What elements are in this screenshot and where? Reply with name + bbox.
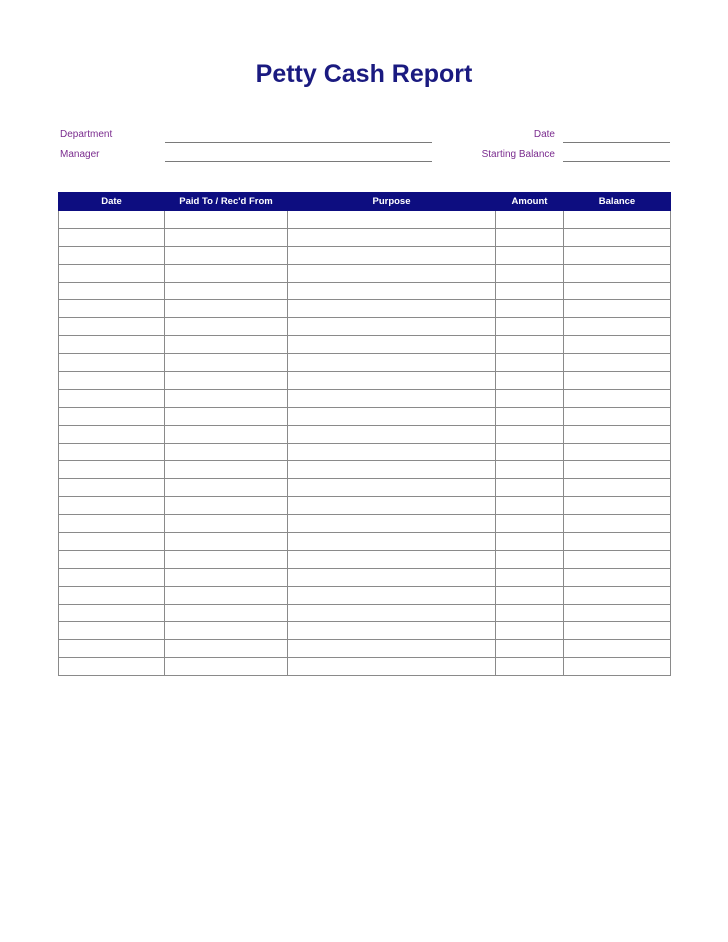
- purpose-cell[interactable]: [288, 354, 496, 372]
- date-label: Date: [533, 129, 555, 140]
- date-cell[interactable]: [59, 658, 165, 676]
- petty-cash-table: [58, 192, 671, 676]
- purpose-cell[interactable]: [288, 550, 496, 568]
- table-row: [59, 640, 671, 658]
- balance-cell[interactable]: [564, 300, 671, 318]
- amount-cell[interactable]: [496, 515, 564, 533]
- amount-cell[interactable]: [496, 300, 564, 318]
- table-row: [59, 389, 671, 407]
- date-cell[interactable]: [59, 318, 165, 336]
- table-row: [59, 479, 671, 497]
- paid-to-cell[interactable]: [165, 372, 288, 390]
- amount-cell[interactable]: [496, 604, 564, 622]
- amount-cell[interactable]: [496, 211, 564, 229]
- table-row: [59, 622, 671, 640]
- table-row: [59, 264, 671, 282]
- balance-cell[interactable]: [564, 461, 671, 479]
- amount-cell[interactable]: [496, 389, 564, 407]
- amount-cell[interactable]: [496, 550, 564, 568]
- amount-cell[interactable]: [496, 407, 564, 425]
- paid-to-cell[interactable]: [165, 228, 288, 246]
- table-row: [59, 372, 671, 390]
- purpose-cell[interactable]: [288, 211, 496, 229]
- date-cell[interactable]: [59, 407, 165, 425]
- paid-to-cell[interactable]: [165, 282, 288, 300]
- date-cell[interactable]: [59, 461, 165, 479]
- table-row: [59, 354, 671, 372]
- table-row: [59, 550, 671, 568]
- balance-cell[interactable]: [564, 264, 671, 282]
- paid-to-cell[interactable]: [165, 497, 288, 515]
- paid-to-cell[interactable]: [165, 550, 288, 568]
- starting-balance-label: Starting Balance: [481, 149, 555, 160]
- manager-field[interactable]: [165, 161, 432, 162]
- balance-cell[interactable]: [564, 372, 671, 390]
- amount-cell[interactable]: [496, 622, 564, 640]
- paid-to-cell[interactable]: [165, 389, 288, 407]
- balance-cell[interactable]: [564, 604, 671, 622]
- paid-to-cell[interactable]: [165, 604, 288, 622]
- date-cell[interactable]: [59, 479, 165, 497]
- purpose-cell[interactable]: [288, 282, 496, 300]
- column-header-paid-to: Paid To / Rec'd From: [165, 193, 288, 211]
- purpose-cell[interactable]: [288, 264, 496, 282]
- date-cell[interactable]: [59, 264, 165, 282]
- purpose-cell[interactable]: [288, 246, 496, 264]
- date-cell[interactable]: [59, 228, 165, 246]
- date-cell[interactable]: [59, 336, 165, 354]
- balance-cell[interactable]: [564, 497, 671, 515]
- balance-cell[interactable]: [564, 533, 671, 551]
- table-row: [59, 515, 671, 533]
- amount-cell[interactable]: [496, 282, 564, 300]
- column-header-date: Date: [59, 193, 165, 211]
- table-row: [59, 497, 671, 515]
- balance-cell[interactable]: [564, 640, 671, 658]
- paid-to-cell[interactable]: [165, 211, 288, 229]
- amount-cell[interactable]: [496, 246, 564, 264]
- amount-cell[interactable]: [496, 658, 564, 676]
- date-cell[interactable]: [59, 550, 165, 568]
- balance-cell[interactable]: [564, 228, 671, 246]
- amount-cell[interactable]: [496, 372, 564, 390]
- purpose-cell[interactable]: [288, 622, 496, 640]
- table-row: [59, 318, 671, 336]
- paid-to-cell[interactable]: [165, 568, 288, 586]
- purpose-cell[interactable]: [288, 515, 496, 533]
- paid-to-cell[interactable]: [165, 533, 288, 551]
- balance-cell[interactable]: [564, 407, 671, 425]
- column-header-balance: Balance: [564, 193, 671, 211]
- date-cell[interactable]: [59, 604, 165, 622]
- paid-to-cell[interactable]: [165, 336, 288, 354]
- table-body: [59, 211, 671, 676]
- date-cell[interactable]: [59, 211, 165, 229]
- date-cell[interactable]: [59, 389, 165, 407]
- amount-cell[interactable]: [496, 497, 564, 515]
- purpose-cell[interactable]: [288, 497, 496, 515]
- balance-cell[interactable]: [564, 389, 671, 407]
- paid-to-cell[interactable]: [165, 425, 288, 443]
- amount-cell[interactable]: [496, 228, 564, 246]
- table-row: [59, 300, 671, 318]
- date-cell[interactable]: [59, 354, 165, 372]
- paid-to-cell[interactable]: [165, 515, 288, 533]
- balance-cell[interactable]: [564, 515, 671, 533]
- table-row: [59, 586, 671, 604]
- paid-to-cell[interactable]: [165, 300, 288, 318]
- table-row: [59, 246, 671, 264]
- paid-to-cell[interactable]: [165, 658, 288, 676]
- purpose-cell[interactable]: [288, 658, 496, 676]
- purpose-cell[interactable]: [288, 533, 496, 551]
- balance-cell[interactable]: [564, 354, 671, 372]
- date-cell[interactable]: [59, 246, 165, 264]
- paid-to-cell[interactable]: [165, 246, 288, 264]
- balance-cell[interactable]: [564, 443, 671, 461]
- date-cell[interactable]: [59, 515, 165, 533]
- purpose-cell[interactable]: [288, 336, 496, 354]
- date-cell[interactable]: [59, 300, 165, 318]
- balance-cell[interactable]: [564, 318, 671, 336]
- date-cell[interactable]: [59, 497, 165, 515]
- paid-to-cell[interactable]: [165, 407, 288, 425]
- balance-cell[interactable]: [564, 568, 671, 586]
- table-row: [59, 282, 671, 300]
- amount-cell[interactable]: [496, 586, 564, 604]
- paid-to-cell[interactable]: [165, 354, 288, 372]
- table-row: [59, 336, 671, 354]
- paid-to-cell[interactable]: [165, 461, 288, 479]
- balance-cell[interactable]: [564, 658, 671, 676]
- purpose-cell[interactable]: [288, 443, 496, 461]
- amount-cell[interactable]: [496, 354, 564, 372]
- amount-cell[interactable]: [496, 443, 564, 461]
- purpose-cell[interactable]: [288, 640, 496, 658]
- table-row: [59, 407, 671, 425]
- date-field[interactable]: [563, 142, 670, 143]
- table-row: [59, 443, 671, 461]
- amount-cell[interactable]: [496, 533, 564, 551]
- balance-cell[interactable]: [564, 282, 671, 300]
- date-cell[interactable]: [59, 425, 165, 443]
- purpose-cell[interactable]: [288, 228, 496, 246]
- balance-cell[interactable]: [564, 479, 671, 497]
- column-header-amount: Amount: [496, 193, 564, 211]
- amount-cell[interactable]: [496, 568, 564, 586]
- paid-to-cell[interactable]: [165, 586, 288, 604]
- department-label: Department: [60, 129, 113, 140]
- paid-to-cell[interactable]: [165, 318, 288, 336]
- date-cell[interactable]: [59, 568, 165, 586]
- balance-cell[interactable]: [564, 336, 671, 354]
- date-cell[interactable]: [59, 372, 165, 390]
- starting-balance-field[interactable]: [563, 161, 670, 162]
- paid-to-cell[interactable]: [165, 640, 288, 658]
- purpose-cell[interactable]: [288, 300, 496, 318]
- table-row: [59, 228, 671, 246]
- table-row: [59, 604, 671, 622]
- purpose-cell[interactable]: [288, 479, 496, 497]
- balance-cell[interactable]: [564, 425, 671, 443]
- amount-cell[interactable]: [496, 336, 564, 354]
- table-row: [59, 568, 671, 586]
- purpose-cell[interactable]: [288, 568, 496, 586]
- table-row: [59, 533, 671, 551]
- date-cell[interactable]: [59, 586, 165, 604]
- amount-cell[interactable]: [496, 461, 564, 479]
- purpose-cell[interactable]: [288, 586, 496, 604]
- purpose-cell[interactable]: [288, 372, 496, 390]
- balance-cell[interactable]: [564, 211, 671, 229]
- date-cell[interactable]: [59, 282, 165, 300]
- amount-cell[interactable]: [496, 425, 564, 443]
- paid-to-cell[interactable]: [165, 443, 288, 461]
- purpose-cell[interactable]: [288, 407, 496, 425]
- table-row: [59, 461, 671, 479]
- balance-cell[interactable]: [564, 586, 671, 604]
- balance-cell[interactable]: [564, 550, 671, 568]
- date-cell[interactable]: [59, 443, 165, 461]
- department-field[interactable]: [165, 142, 432, 143]
- column-header-purpose: Purpose: [288, 193, 496, 211]
- table-row: [59, 658, 671, 676]
- balance-cell[interactable]: [564, 622, 671, 640]
- table-row: [59, 425, 671, 443]
- balance-cell[interactable]: [564, 246, 671, 264]
- amount-cell[interactable]: [496, 264, 564, 282]
- purpose-cell[interactable]: [288, 318, 496, 336]
- purpose-cell[interactable]: [288, 389, 496, 407]
- date-cell[interactable]: [59, 640, 165, 658]
- purpose-cell[interactable]: [288, 604, 496, 622]
- paid-to-cell[interactable]: [165, 479, 288, 497]
- amount-cell[interactable]: [496, 640, 564, 658]
- amount-cell[interactable]: [496, 479, 564, 497]
- page-title: Petty Cash Report: [255, 60, 473, 88]
- date-cell[interactable]: [59, 533, 165, 551]
- purpose-cell[interactable]: [288, 425, 496, 443]
- table-header-row: [59, 193, 671, 211]
- purpose-cell[interactable]: [288, 461, 496, 479]
- date-cell[interactable]: [59, 622, 165, 640]
- paid-to-cell[interactable]: [165, 264, 288, 282]
- table-row: [59, 211, 671, 229]
- paid-to-cell[interactable]: [165, 622, 288, 640]
- manager-label: Manager: [60, 149, 100, 160]
- amount-cell[interactable]: [496, 318, 564, 336]
